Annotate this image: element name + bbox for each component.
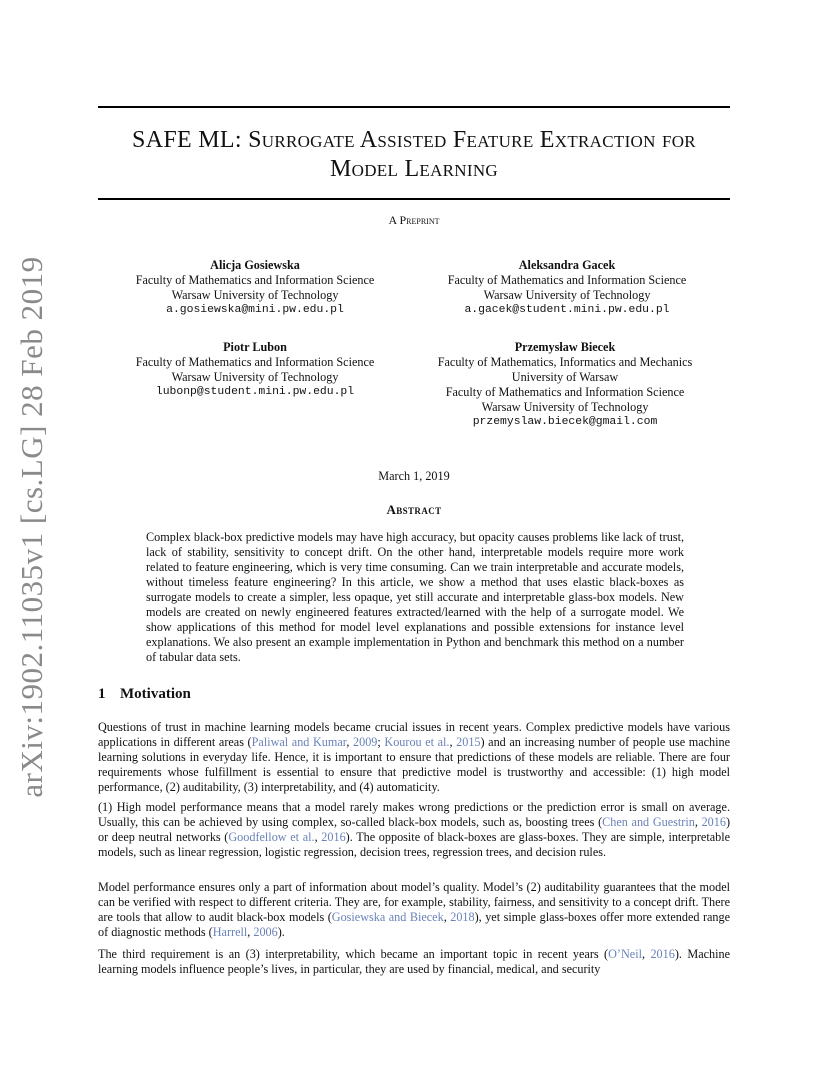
paragraph-text: ). The opposite of black-boxes are glass-boxes. They are simple, interpretable models, such as linear regression, logistic regression, decision trees, regression trees, and decision rules. xyxy=(98,830,731,859)
citation-link[interactable] xyxy=(450,910,474,924)
citation-separator: ; xyxy=(377,735,385,749)
citation-link[interactable] xyxy=(602,815,695,829)
body-paragraph xyxy=(98,720,730,795)
section-number: 1 xyxy=(98,686,106,702)
citation-link[interactable] xyxy=(252,735,347,749)
preprint-label: A Preprint xyxy=(388,213,440,227)
author-affiliation: Faculty of Mathematics and Information Science xyxy=(135,273,375,287)
citation-link[interactable] xyxy=(456,735,480,749)
paragraph-text: ), yet simple glass-boxes offer more extended range of diagnostic methods ( xyxy=(98,910,731,939)
citation-author: Gosiewska and Biecek xyxy=(331,910,444,924)
body-paragraph xyxy=(98,800,730,860)
body-paragraph xyxy=(98,947,730,977)
title-rule-bottom xyxy=(98,198,730,200)
section-heading xyxy=(98,686,191,703)
author-affiliation: Warsaw University of Technology xyxy=(171,370,339,384)
paragraph-text: ). xyxy=(277,925,285,939)
citation-link[interactable] xyxy=(321,830,345,844)
citation-separator: , xyxy=(314,830,322,844)
body-paragraph xyxy=(98,880,730,940)
citation-link[interactable] xyxy=(213,925,248,939)
author-email[interactable]: a.gosiewska@mini.pw.edu.pl xyxy=(166,304,344,316)
author-email[interactable]: lubonp@student.mini.pw.edu.pl xyxy=(155,386,355,398)
citation-link[interactable] xyxy=(384,735,449,749)
citation-author: Paliwal and Kumar xyxy=(251,735,347,749)
paragraph-text: ). Machine learning models influence people’s lives, in particular, they are used by financial, medical, and security xyxy=(98,947,731,976)
citation-separator: , xyxy=(247,925,254,939)
citation-year: 2016 xyxy=(701,815,726,829)
publication-date: March 1, 2019 xyxy=(378,469,450,483)
author-affiliation: University of Warsaw xyxy=(511,370,619,384)
author-affiliation: Warsaw University of Technology xyxy=(481,400,649,414)
paper-title-line-1: SAFE ML: Surrogate Assisted Feature Extraction for xyxy=(132,127,696,153)
author-name: Aleksandra Gacek xyxy=(518,258,616,272)
author-block xyxy=(100,258,410,318)
arxiv-identifier-text: arXiv:1902.11035v1 [cs.LG] 28 Feb 2019 xyxy=(14,256,49,798)
author-email[interactable]: przemyslaw.biecek@gmail.com xyxy=(472,416,658,428)
citation-year: 2015 xyxy=(456,735,481,749)
author-affiliation: Warsaw University of Technology xyxy=(171,288,339,302)
author-email[interactable]: a.gacek@student.mini.pw.edu.pl xyxy=(464,304,670,316)
paragraph-text: Questions of trust in machine learning models became crucial issues in recent years. Complex predictive models have various applications in different areas ( xyxy=(98,720,730,749)
citation-author: Harrell xyxy=(212,925,248,939)
citation-link[interactable] xyxy=(608,947,642,961)
paragraph-text: ) or deep neutral networks ( xyxy=(98,815,731,844)
author-name: Piotr Lubon xyxy=(223,340,287,354)
author-affiliation: Faculty of Mathematics and Information Science xyxy=(445,385,685,399)
citation-separator: , xyxy=(449,735,457,749)
author-block xyxy=(100,340,410,400)
abstract-heading: Abstract xyxy=(386,502,442,517)
author-affiliation: Warsaw University of Technology xyxy=(483,288,651,302)
citation-author: Kourou et al. xyxy=(384,735,450,749)
author-affiliation: Faculty of Mathematics and Information Science xyxy=(135,355,375,369)
citation-link[interactable] xyxy=(253,925,277,939)
citation-author: Chen and Guestrin xyxy=(602,815,695,829)
paper-title-line-2: Model Learning xyxy=(329,156,498,182)
author-block xyxy=(412,258,722,318)
citation-link[interactable] xyxy=(332,910,444,924)
paragraph-text: The third requirement is an (3) interpretability, which became an important topic in recent years ( xyxy=(98,947,609,961)
citation-separator: , xyxy=(641,947,651,961)
citation-link[interactable] xyxy=(702,815,726,829)
citation-author: Goodfellow et al. xyxy=(228,830,315,844)
paragraph-text: Model performance ensures only a part of information about model’s quality. Model’s (2) auditability guarantees that the model can be verified with respect to different criteria. They are, for example, stability, fairness, and sensitivity to a concept drift. There are tools that allow to audit black-box models ( xyxy=(98,880,730,924)
author-name: Przemysław Biecek xyxy=(514,340,616,354)
citation-link[interactable] xyxy=(353,735,377,749)
paragraph-text: (1) High model performance means that a model rarely makes wrong predictions or the prediction error is small on average. Usually, this can be achieved by using complex, so-called black-box models, such as, boosting trees ( xyxy=(98,800,730,829)
title-rule-top xyxy=(98,106,730,108)
citation-separator: , xyxy=(443,910,451,924)
abstract-text: Complex black-box predictive models may have high accuracy, but opacity causes problems like lack of trust, lack of stability, sensitivity to concept drift. On the other hand, interpretable models require more work related to feature engineering, which is very time consuming. Can we train interpretable and accurate models, without timeless feature engineering? In this article, we show a method that uses elastic black-boxes as surrogate models to create a simpler, less opaque, yet still accurate and interpretable glass-box models. New models are created on newly engineered features extracted/learned with the help of a surrogate model. We show applications of this method for model level explanations and possible extensions for instance level explanations. We also present an example implementation in Python and benchmark this method on a number of tabular data sets. xyxy=(146,530,684,664)
citation-year: 2006 xyxy=(253,925,278,939)
paper-title xyxy=(98,126,730,184)
citation-link[interactable] xyxy=(228,830,314,844)
author-affiliation: Faculty of Mathematics, Informatics and Mechanics xyxy=(437,355,693,369)
citation-year: 2018 xyxy=(450,910,475,924)
arxiv-identifier xyxy=(12,256,52,798)
author-affiliation: Faculty of Mathematics and Information Science xyxy=(447,273,687,287)
citation-link[interactable] xyxy=(650,947,674,961)
section-title: Motivation xyxy=(120,686,191,702)
citation-separator: , xyxy=(694,815,702,829)
author-name: Alicja Gosiewska xyxy=(210,258,300,272)
citation-year: 2009 xyxy=(353,735,378,749)
citation-author: O’Neil xyxy=(608,947,642,961)
citation-separator: , xyxy=(346,735,354,749)
citation-year: 2016 xyxy=(650,947,675,961)
author-block xyxy=(400,340,730,430)
citation-year: 2016 xyxy=(321,830,346,844)
paragraph-text: ) and an increasing number of people use machine learning solutions in everyday life. Hence, it is important to ensure that predictions of these models are reliable. There are four requirements whose fulfillment is essential to ensure that predictive model is trustworthy and accessible: (1) high model performance, (2) auditability, (3) interpretability, and (4) automaticity. xyxy=(98,735,731,794)
